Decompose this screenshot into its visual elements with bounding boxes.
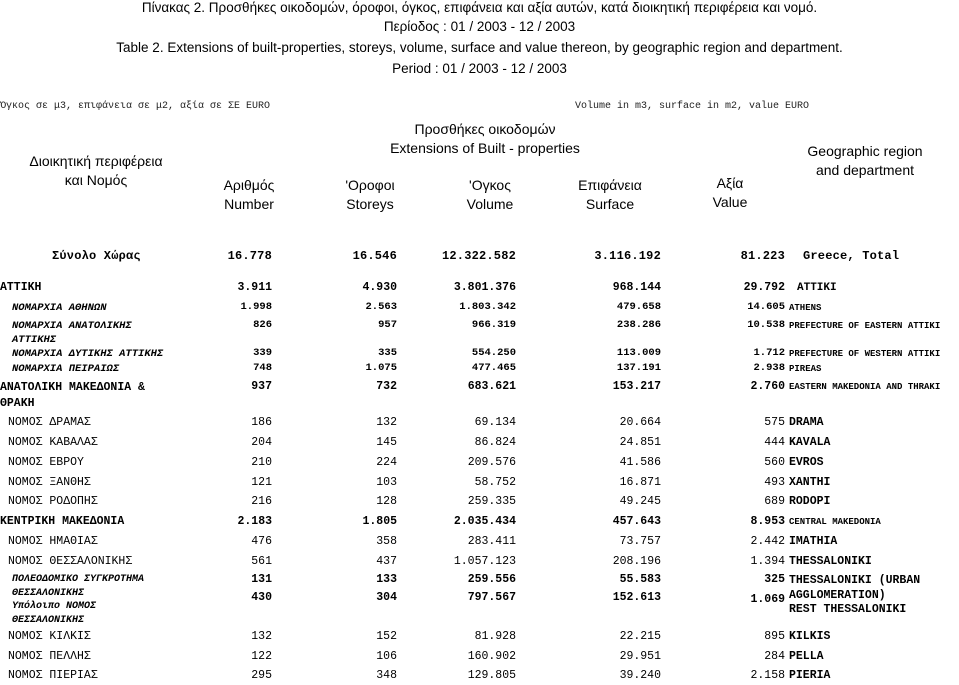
period-greek: Περίοδος : 01 / 2003 - 12 / 2003 [383,19,576,34]
cell-surface: 39.240 [619,669,661,682]
cell-storeys: 2.563 [365,301,397,313]
cell-surface: 113.009 [616,347,661,359]
row-label-english: ATTIKI [797,282,837,294]
row-label-greek: ΝΟΜΟΣ ΔΡΑΜΑΣ [8,416,91,429]
cell-surface: 137.191 [616,362,661,374]
cell-value: 2.938 [753,362,785,374]
title-english: Table 2. Extensions of built-properties, storeys, volume, surface and value thereon, by geographic region and department. [116,40,843,55]
row-label-greek: ΝΟΜΟΣ ΡΟΔΟΠΗΣ [8,495,98,508]
cell-value: 895 [764,630,785,643]
row-label-greek: ΝΟΜΟΣ ΠΕΛΛΗΣ [8,650,91,663]
cell-volume: 797.567 [467,591,516,604]
cell-storeys: 437 [376,555,397,568]
header-region-english-line1: Geographic region [807,143,923,159]
row-label-greek: Σύνολο Χώρας [52,249,141,263]
units-note-english: Volume in m3, surface in m2, value EURO [575,101,810,112]
cell-volume: 966.319 [471,319,516,331]
cell-number: 210 [251,456,272,469]
row-label-greek: ΝΟΜΑΡΧΙΑ ΔΥΤΙΚΗΣ ΑΤΤΙΚΗΣ [12,348,164,360]
row-label-english: PREFECTURE OF WESTERN ATTIKI [789,349,941,359]
cell-volume: 1.803.342 [459,301,516,313]
row-label-greek: ΝΟΜΑΡΧΙΑ ΠΕΙΡΑΙΩΣ [12,363,120,375]
cell-number: 1.998 [240,301,272,313]
cell-surface: 16.871 [619,476,661,489]
cell-surface: 208.196 [612,555,661,568]
row-label-greek: ΝΟΜΟΣ ΞΑΝΘΗΣ [8,476,91,489]
cell-surface: 153.217 [612,380,661,393]
row-label-greek: ΑΝΑΤΟΛΙΚΗ ΜΑΚΕΔΟΝΙΑ & ΘΡΑΚΗ [0,381,145,410]
cell-surface: 24.851 [619,436,661,449]
cell-surface: 41.586 [619,456,661,469]
cell-volume: 1.057.123 [453,555,516,568]
cell-volume: 477.465 [471,362,516,374]
cell-number: 186 [251,416,272,429]
cell-value: 1.069 [750,593,785,606]
header-storeys-greek: 'Οροφοι [345,177,395,193]
cell-number: 295 [251,669,272,682]
header-storeys-english: Storeys [346,196,394,212]
row-label-english: PREFECTURE OF EASTERN ATTIKI [789,321,941,331]
cell-number: 561 [251,555,272,568]
cell-storeys: 16.546 [352,249,397,263]
cell-number: 826 [253,319,272,331]
cell-surface: 238.286 [616,319,661,331]
cell-storeys: 1.805 [362,515,397,528]
cell-volume: 683.621 [467,380,516,393]
header-value-greek: Αξία [716,175,744,191]
period-english: Period : 01 / 2003 - 12 / 2003 [392,61,567,76]
cell-number: 339 [253,347,272,359]
cell-storeys: 103 [376,476,397,489]
cell-storeys: 335 [378,347,397,359]
cell-storeys: 732 [376,380,397,393]
cell-volume: 554.250 [471,347,516,359]
row-label-english: PIERIA [789,669,831,682]
row-label-english: REST THESSALONIKI [789,603,907,616]
header-extensions-greek: Προσθήκες οικοδομών [414,121,556,137]
cell-number: 122 [251,650,272,663]
cell-storeys: 224 [376,456,397,469]
cell-storeys: 106 [376,650,397,663]
cell-volume: 160.902 [467,650,516,663]
row-label-english: THESSALONIKI (URBAN AGGLOMERATION) [789,574,921,602]
cell-volume: 12.322.582 [441,249,516,263]
cell-number: 430 [251,591,272,604]
cell-surface: 49.245 [619,495,661,508]
cell-surface: 457.643 [612,515,661,528]
cell-volume: 129.805 [467,669,516,682]
cell-surface: 55.583 [619,573,661,586]
cell-number: 121 [251,476,272,489]
row-label-english: ATHENS [789,303,822,313]
units-note-greek: Όγκος σε μ3, επιφάνεια σε μ2, αξία σε ΣΕ EURO [0,101,271,112]
cell-surface: 73.757 [619,535,661,548]
row-label-english: XANTHI [789,476,831,489]
cell-surface: 22.215 [619,630,661,643]
cell-value: 2.760 [750,380,785,393]
row-label-greek: ΝΟΜΑΡΧΙΑ ΑΝΑΤΟΛΙΚΗΣ ΑΤΤΙΚΗΣ [12,320,132,346]
row-label-english: EASTERN MAKEDONIA AND THRAKI [789,382,941,392]
cell-value: 10.538 [747,319,785,331]
cell-value: 1.712 [753,347,785,359]
cell-value: 81.223 [740,249,785,263]
cell-storeys: 133 [376,573,397,586]
cell-value: 444 [764,436,785,449]
header-region-english-line2: and department [815,162,915,178]
row-label-english: EVROS [789,456,824,469]
row-label-greek: ΑΤΤΙΚΗ [0,281,42,294]
cell-value: 8.953 [750,515,785,528]
cell-volume: 209.576 [467,456,516,469]
header-value-english: Value [712,194,748,210]
cell-storeys: 304 [376,591,397,604]
row-label-english: PELLA [789,650,824,663]
cell-value: 325 [764,573,785,586]
cell-storeys: 358 [376,535,397,548]
cell-storeys: 348 [376,669,397,682]
cell-volume: 2.035.434 [453,515,516,528]
cell-storeys: 1.075 [365,362,397,374]
cell-volume: 81.928 [474,630,516,643]
row-label-english: KILKIS [789,630,831,643]
cell-surface: 479.658 [616,301,661,313]
cell-storeys: 4.930 [362,281,397,294]
cell-value: 284 [764,650,785,663]
cell-value: 560 [764,456,785,469]
row-label-english: IMATHIA [789,535,838,548]
header-surface-english: Surface [585,196,635,212]
cell-number: 16.778 [227,249,272,263]
cell-surface: 3.116.192 [594,249,661,263]
header-region-greek-line1: Διοικητική περιφέρεια [29,153,163,169]
header-volume-english: Volume [466,196,514,212]
cell-value: 2.158 [750,669,785,682]
cell-surface: 152.613 [612,591,661,604]
cell-volume: 259.556 [467,573,516,586]
cell-storeys: 132 [376,416,397,429]
row-label-greek: ΠΟΛΕΟΔΟΜΙΚΟ ΣΥΓΚΡΟΤΗΜΑ ΘΕΣΣΑΛΟΝΙΚΗΣ [12,574,145,599]
header-volume-greek: 'Ογκος [469,177,511,193]
cell-value: 2.442 [750,535,785,548]
cell-number: 748 [253,362,272,374]
cell-number: 2.183 [237,515,272,528]
cell-storeys: 128 [376,495,397,508]
cell-value: 29.792 [743,281,785,294]
header-number-greek: Αριθμός [223,177,275,193]
cell-number: 937 [251,380,272,393]
row-label-english: DRAMA [789,416,824,429]
cell-number: 216 [251,495,272,508]
cell-number: 3.911 [237,281,272,294]
row-label-greek: ΚΕΝΤΡΙΚΗ ΜΑΚΕΔΟΝΙΑ [0,515,125,528]
row-label-english: Greece, Total [803,249,900,263]
cell-surface: 20.664 [619,416,661,429]
cell-surface: 968.144 [612,281,661,294]
header-region-greek-line2: και Νομός [64,172,128,188]
cell-volume: 283.411 [467,535,516,548]
cell-volume: 58.752 [474,476,516,489]
cell-storeys: 152 [376,630,397,643]
row-label-greek: ΝΟΜΑΡΧΙΑ ΑΘΗΝΩΝ [12,302,107,314]
row-label-greek: ΝΟΜΟΣ ΘΕΣΣΑΛΟΝΙΚΗΣ [8,555,133,568]
row-label-greek: Υπόλοιπο ΝΟΜΟΣ ΘΕΣΣΑΛΟΝΙΚΗΣ [12,601,97,626]
row-label-greek: ΝΟΜΟΣ ΠΙΕΡΙΑΣ [8,669,98,682]
header-extensions-english: Extensions of Built - properties [390,140,580,156]
cell-value: 493 [764,476,785,489]
cell-value: 14.605 [747,301,785,313]
row-label-english: KAVALA [789,436,831,449]
row-label-english: THESSALONIKI [789,555,872,568]
cell-value: 689 [764,495,785,508]
cell-number: 476 [251,535,272,548]
cell-storeys: 957 [378,319,397,331]
cell-number: 131 [251,573,272,586]
cell-storeys: 145 [376,436,397,449]
row-label-english: RODOPI [789,495,831,508]
cell-value: 1.394 [750,555,785,568]
cell-value: 575 [764,416,785,429]
row-label-english: PIREAS [789,364,822,374]
cell-volume: 86.824 [474,436,516,449]
cell-number: 132 [251,630,272,643]
row-label-greek: ΝΟΜΟΣ ΗΜΑΘΙΑΣ [8,535,98,548]
title-greek: Πίνακας 2. Προσθήκες οικοδομών, όροφοι, όγκος, επιφάνεια και αξία αυτών, κατά διοικητική περιφέρεια και νομό. [141,0,818,15]
cell-volume: 3.801.376 [453,281,516,294]
cell-volume: 69.134 [474,416,516,429]
row-label-greek: ΝΟΜΟΣ ΕΒΡΟΥ [8,456,84,469]
header-surface-greek: Επιφάνεια [578,177,642,193]
cell-volume: 259.335 [467,495,516,508]
row-label-greek: ΝΟΜΟΣ ΚΑΒΑΛΑΣ [8,436,98,449]
header-number-english: Number [224,196,274,212]
cell-number: 204 [251,436,272,449]
row-label-english: CENTRAL MAKEDONIA [789,517,881,527]
cell-surface: 29.951 [619,650,661,663]
row-label-greek: ΝΟΜΟΣ ΚΙΛΚΙΣ [8,630,91,643]
